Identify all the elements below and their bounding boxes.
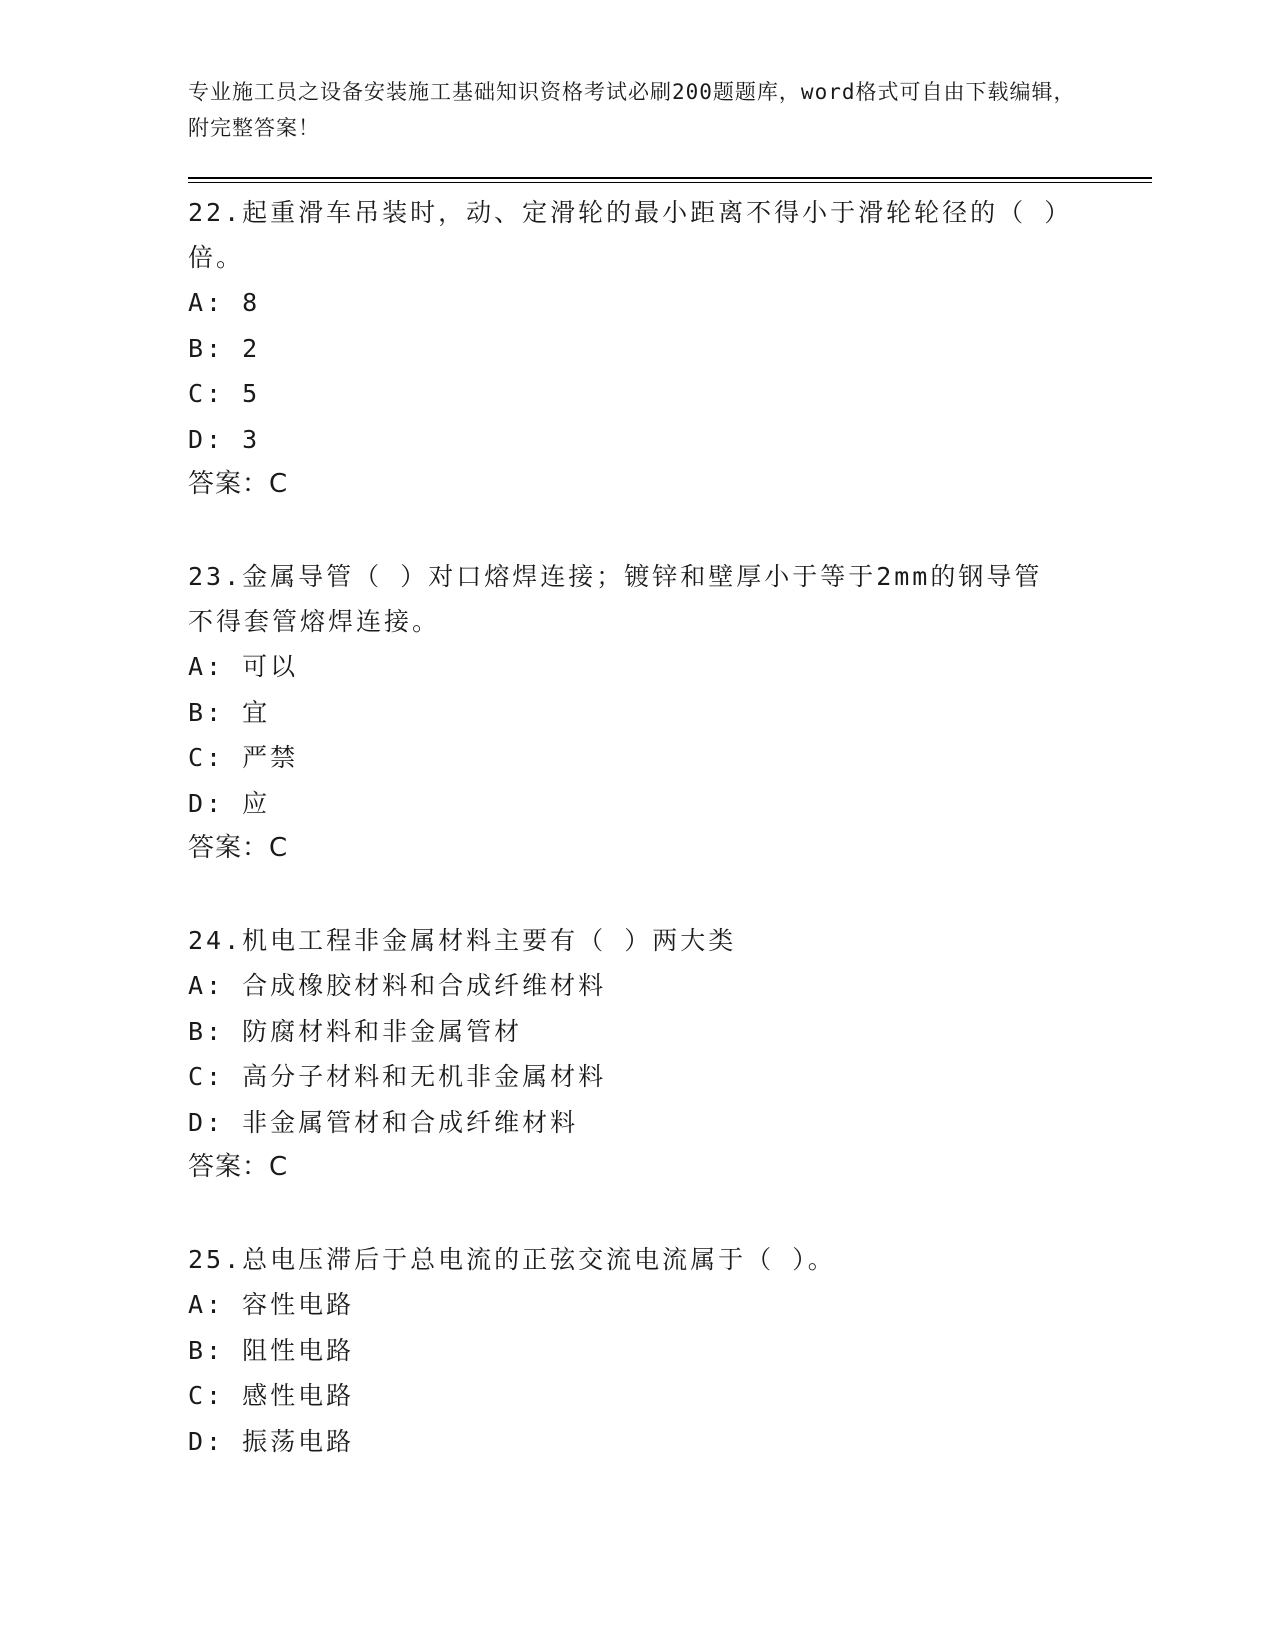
option-d: D: 非金属管材和合成纤维材料 bbox=[188, 1107, 579, 1137]
question-text: 24.机电工程非金属材料主要有（ ）两大类 bbox=[188, 926, 737, 955]
option-a: A: 8 bbox=[188, 288, 261, 317]
question-text: 25.总电压滞后于总电流的正弦交流电流属于（ ）。 bbox=[188, 1245, 836, 1274]
option-c: C: 高分子材料和无机非金属材料 bbox=[188, 1062, 607, 1091]
answer-line: 答案：C bbox=[188, 1152, 289, 1182]
option-b: B: 2 bbox=[188, 333, 261, 363]
question-24 bbox=[188, 918, 1148, 1190]
option-c: C: 5 bbox=[188, 379, 261, 408]
question-text: 23.金属导管（ ）对口熔焊连接；镀锌和壁厚小于等于2mm的钢导管不得套管熔焊连接。 bbox=[188, 562, 1043, 636]
question-text: 22.起重滑车吊装时，动、定滑轮的最小距离不得小于滑轮轮径的（ ）倍。 bbox=[188, 198, 1060, 272]
header-divider-thick bbox=[188, 177, 1152, 179]
option-c: C: 感性电路 bbox=[188, 1381, 355, 1410]
question-gap bbox=[188, 871, 1148, 918]
option-a: A: 容性电路 bbox=[188, 1290, 355, 1319]
document-header: 专业施工员之设备安装施工基础知识资格考试必刷200题题库，word格式可自由下载编辑，附完整答案！ bbox=[188, 80, 1076, 140]
option-b: B: 防腐材料和非金属管材 bbox=[188, 1016, 523, 1046]
option-d: D: 应 bbox=[188, 788, 271, 818]
answer-line: 答案：C bbox=[188, 469, 289, 499]
question-22 bbox=[188, 190, 1148, 507]
question-23 bbox=[188, 554, 1148, 871]
option-a: A: 可以 bbox=[188, 652, 299, 681]
option-c: C: 严禁 bbox=[188, 743, 299, 772]
option-d: D: 振荡电路 bbox=[188, 1426, 355, 1456]
option-d: D: 3 bbox=[188, 424, 261, 454]
question-gap bbox=[188, 1190, 1148, 1237]
option-b: B: 阻性电路 bbox=[188, 1335, 355, 1365]
header-divider-thin bbox=[188, 182, 1152, 183]
answer-line: 答案：C bbox=[188, 833, 289, 863]
question-25 bbox=[188, 1237, 1148, 1464]
question-list bbox=[188, 190, 1148, 1464]
option-b: B: 宜 bbox=[188, 697, 271, 727]
option-a: A: 合成橡胶材料和合成纤维材料 bbox=[188, 971, 607, 1000]
question-gap bbox=[188, 507, 1148, 554]
